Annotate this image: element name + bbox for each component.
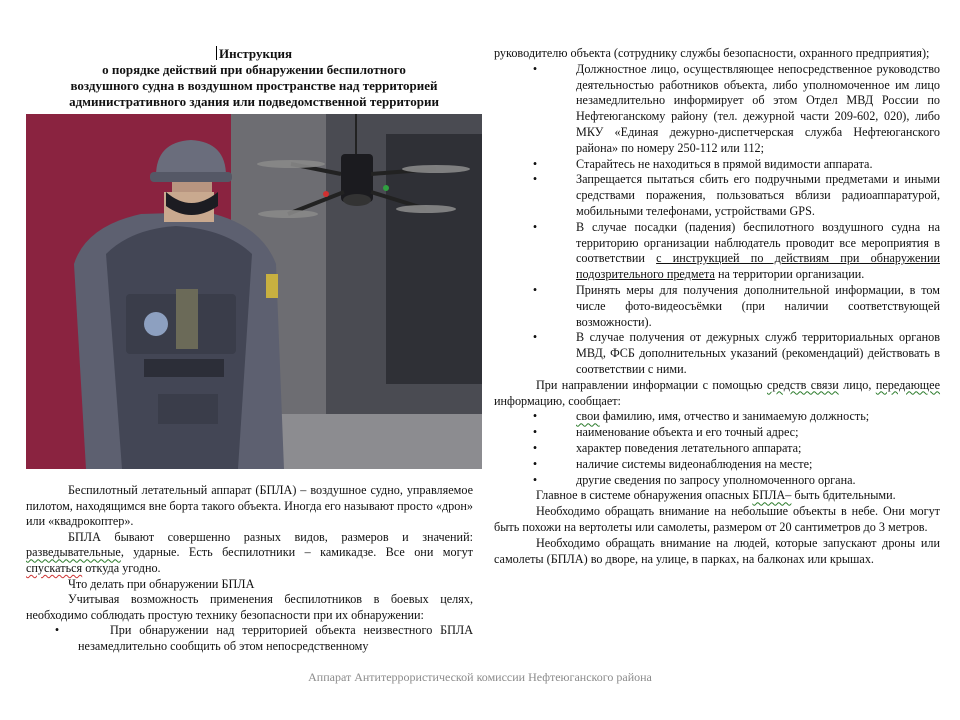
bpla-types-text: БПЛА бывают совершенно разных видов, размеров и значений: (68, 529, 473, 544)
spellcheck-word: спускаться (26, 560, 83, 575)
right-column (494, 46, 940, 567)
list-item-text-part: В случае посадки (падения) беспилотного воздушного судна на территорию организации наблюдатель проводит все мероприятия в соответствии (576, 219, 940, 266)
list-item (494, 409, 940, 425)
bullet-icon: • (54, 623, 60, 638)
spellcheck-word: средств связи (766, 377, 839, 392)
left-body-text (26, 483, 473, 655)
document-title (26, 46, 482, 110)
list-item-text: Принять меры для получения дополнительной информации, в том числе фото-видеосъёмки (при наличии соответствующей возможности). (576, 282, 940, 329)
paragraph-text: быть бдительными. (791, 488, 896, 503)
list-item (494, 172, 940, 219)
bpla-definition: Беспилотный летательный аппарат (БПЛА) – воздушное судно, управляемое пилотом, находящимся вне борта такого объекта. Иногда его называют просто «дрон» или «квадрокоптер». (26, 483, 473, 529)
list-item-text: другие сведения по запросу уполномоченного органа. (576, 472, 856, 487)
text-cursor (216, 46, 217, 60)
bpla-types-text: откуда угодно. (82, 560, 161, 575)
spellcheck-word: передающее (875, 377, 941, 392)
bullet-icon: • (532, 330, 538, 345)
list-item-text-part: на территории организации. (714, 267, 865, 282)
bullet-icon: • (532, 61, 538, 76)
bullet-icon: • (532, 472, 538, 487)
paragraph-text: Главное в системе обнаружения опасных (536, 488, 753, 503)
list-item-text: наименование объекта и его точный адрес; (576, 425, 799, 440)
paragraph-text: лицо, (838, 377, 876, 392)
bullet-icon: • (532, 219, 538, 234)
continued-text: руководителю объекта (сотруднику службы безопасности, охранного предприятия); (494, 46, 930, 60)
bpla-types (26, 530, 473, 577)
title-line-1: Инструкция (219, 46, 292, 61)
list-item-text: В случае получения от дежурных служб территориальных органов МВД, ФСБ дополнительных указаний (рекомендаций) действовать в соответствии с ними. (576, 330, 940, 376)
list-item-text: Запрещается пытаться сбить его подручными предметами и иными средствами поражения, пользоваться вблизи радиоаппаратурой, мобильными телефонами, устройствами GPS. (576, 172, 940, 218)
list-item-text (576, 220, 940, 283)
small-objects-paragraph: Необходимо обращать внимание на небольшие объекты в небе. Они могут быть похожи на вертолеты или самолеты, размером от 20 сантиметров до 3 метров. (494, 504, 940, 534)
title-line-3: воздушного судна в воздушном пространстве над территорией (70, 78, 438, 93)
safety-intro: Учитывая возможность применения беспилотников в боевых целях, необходимо соблюдать простую технику безопасности при их обнаружении: (26, 592, 473, 622)
list-item-text: характер поведения летательного аппарата; (576, 440, 802, 455)
list-item-text: наличие системы видеонаблюдения на месте; (576, 456, 813, 471)
title-line-4: административного здания или подведомственной территории (69, 94, 439, 109)
list-item (26, 623, 473, 654)
list-item (494, 220, 940, 283)
left-column (26, 46, 482, 653)
list-item (494, 62, 940, 157)
list-item (494, 441, 940, 457)
list-item (494, 457, 940, 473)
list-item (494, 330, 940, 377)
list-item-text: Должностное лицо, осуществляющее непосредственное руководство деятельностью работников объекта, либо уполномоченное им лицо незамедлительно информирует об этом Отдел МВД России по Нефтеюганскому району (тел. дежурной части 209-602, 020), либо МКУ «Единая дежурно-диспетчерская служба Нефтеюганского района» по номеру 250-112 или 112; (576, 61, 940, 155)
communication-paragraph (494, 378, 940, 410)
spellcheck-word: свои (576, 409, 600, 424)
document-footer: Аппарат Антитеррористической комиссии Нефтеюганского района (308, 670, 652, 684)
bullet-icon: • (532, 456, 538, 471)
bullet-icon: • (532, 282, 538, 297)
list-item (494, 425, 940, 441)
list-item-text-part: фамилию, имя, отчество и занимаемую должность; (599, 409, 870, 424)
spellcheck-word: разведывательные (26, 545, 121, 560)
paragraph-text: При направлении информации с помощью (536, 377, 767, 392)
list-item-text: При обнаружении над территорией объекта неизвестного БПЛА незамедлительно сообщить об этом непосредственному (78, 623, 473, 653)
section-heading: Что делать при обнаружении БПЛА (68, 576, 255, 591)
bpla-types-text: , ударные. Есть беспилотники – камикадзе. Все они могут (120, 545, 473, 560)
list-item (494, 283, 940, 330)
paragraph-text: информацию, сообщает: (494, 393, 621, 408)
officer-and-drone-photo (26, 114, 482, 469)
bullet-icon: • (532, 156, 538, 171)
main-point-paragraph (494, 488, 940, 504)
list-item-text: Старайтесь не находиться в прямой видимости аппарата. (576, 156, 873, 171)
bullet-icon: • (532, 172, 538, 187)
list-item (494, 473, 940, 489)
bullet-icon: • (532, 409, 538, 424)
people-paragraph: Необходимо обращать внимание на людей, которые запускают дроны или самолеты (БПЛА) во дворе, на улице, в парках, на балконах или крышах. (494, 535, 940, 566)
spellcheck-word: БПЛА– (752, 488, 792, 503)
title-line-2: о порядке действий при обнаружении беспилотного (102, 62, 406, 77)
list-item (494, 157, 940, 173)
bullet-icon: • (532, 440, 538, 455)
list-item-text (576, 409, 940, 425)
bullet-icon: • (532, 425, 538, 440)
instruction-link[interactable]: с инструкцией по действиям при обнаружении подозрительного предмета (576, 251, 940, 282)
